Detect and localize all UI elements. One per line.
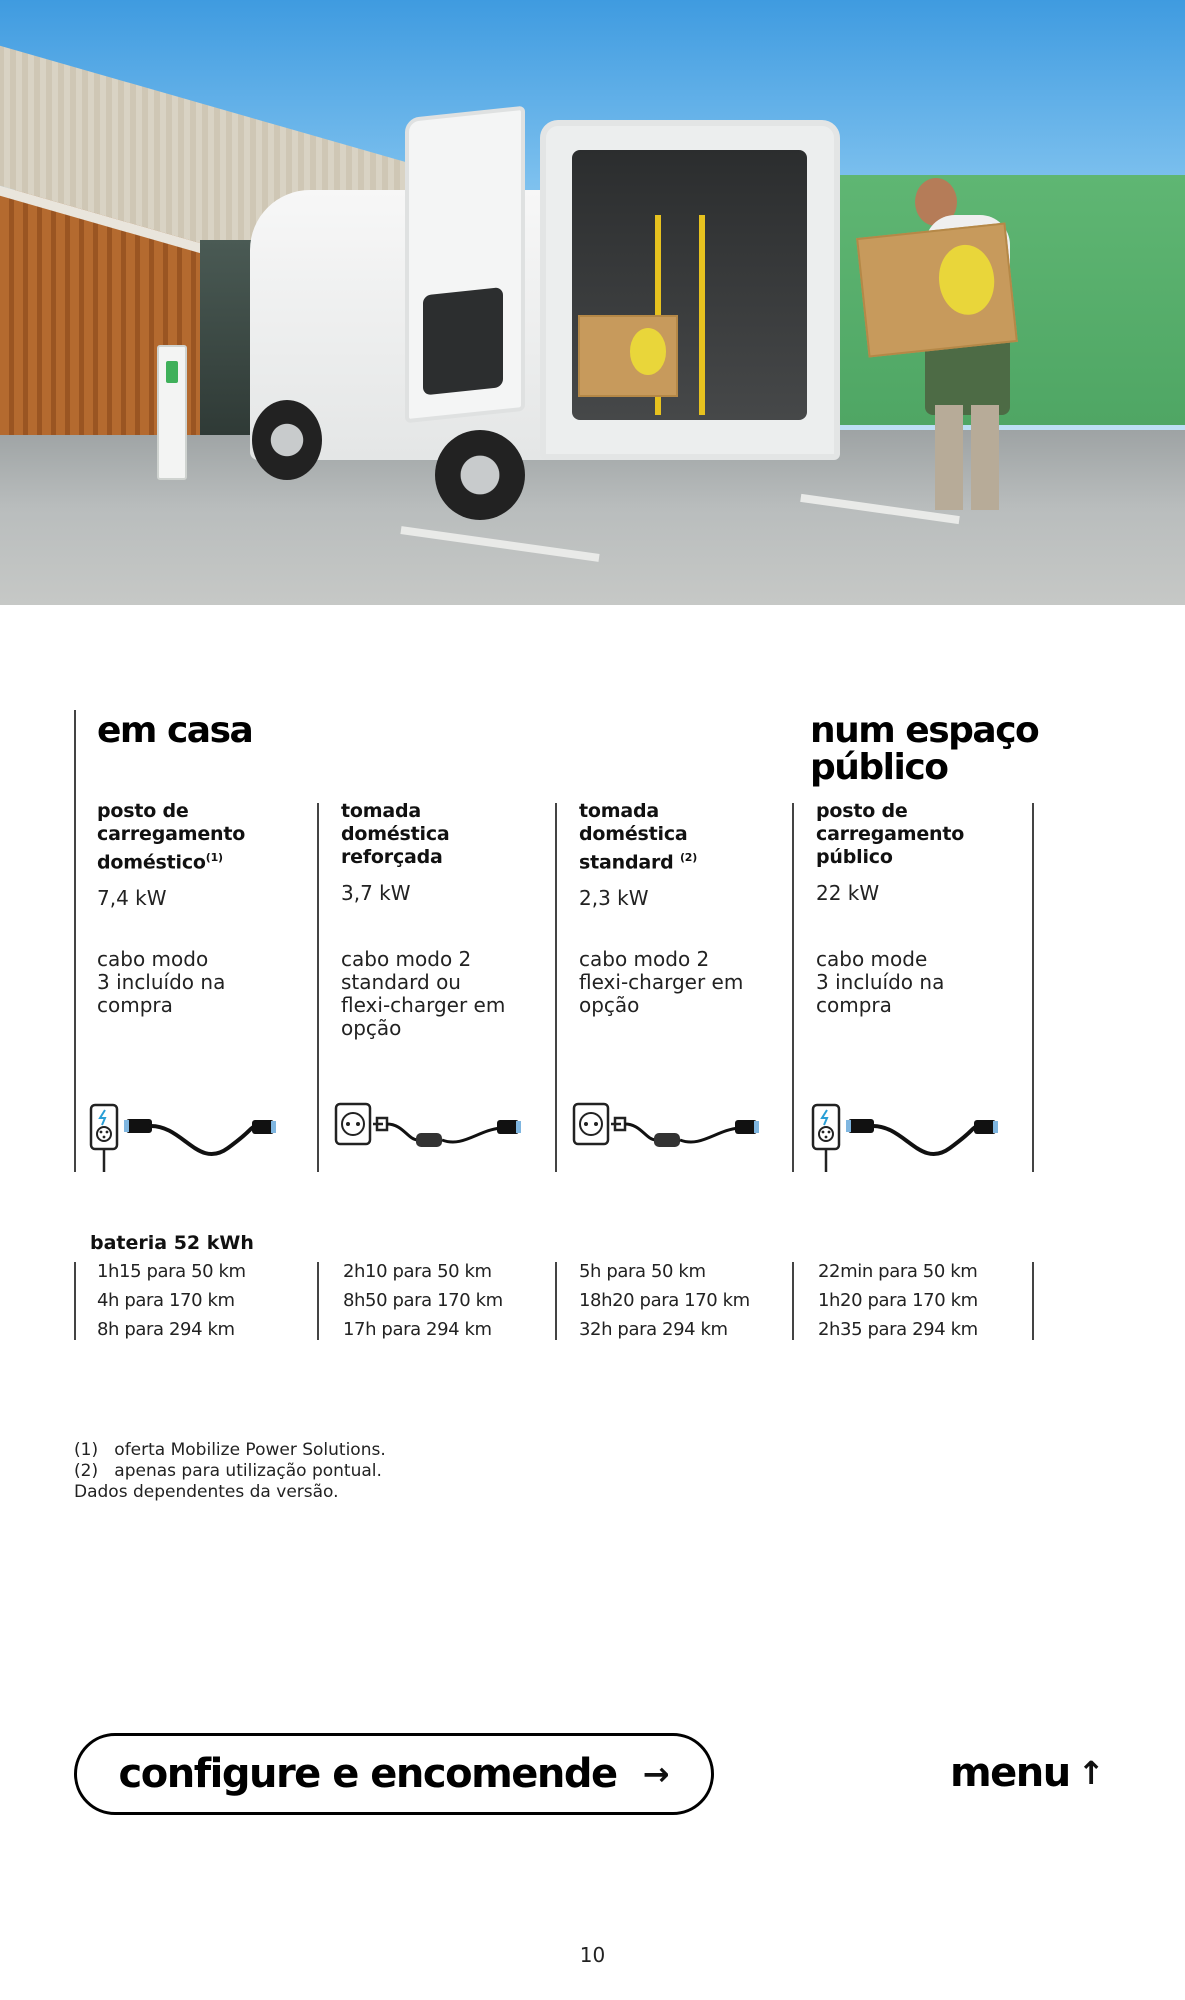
battery-label: bateria 52 kWh — [90, 1232, 254, 1254]
socket-cable-icon — [333, 1100, 523, 1184]
charge-option-reinforced-socket — [341, 800, 551, 1040]
divider — [1032, 803, 1034, 1172]
coffee-box-carried — [856, 222, 1018, 357]
option-title: tomada doméstica standard $^{(2)}$ — [579, 800, 698, 874]
configure-order-label: configure e encomende — [118, 1751, 617, 1797]
option-power: 7,4 kW — [97, 886, 167, 911]
hero-photo — [0, 0, 1185, 605]
option-cable: cabo modo 2 flexi-charger em opção — [579, 947, 744, 1017]
charge-times-standard-socket: 5h para 50 km 18h20 para 170 km 32h para 294 km — [579, 1261, 750, 1340]
charge-times-public-station: 22min para 50 km 1h20 para 170 km 2h35 para 294 km — [818, 1261, 978, 1340]
option-power: 22 kW — [816, 881, 880, 905]
divider — [792, 1262, 794, 1340]
divider — [317, 1262, 319, 1340]
option-title: posto de carregamento público — [816, 800, 965, 868]
page-number: 10 — [579, 1943, 606, 1967]
option-cable: cabo modo 3 incluído na compra — [97, 947, 226, 1017]
heading-espaco-publico: num espaço público — [810, 710, 1039, 788]
divider — [555, 803, 557, 1172]
option-cable: cabo modo 2 standard ou flexi-charger em opção — [341, 947, 506, 1040]
arrow-up-icon: ↑ — [1077, 1754, 1105, 1792]
divider — [74, 1262, 76, 1340]
van-wheel — [435, 430, 525, 520]
charge-option-standard-socket — [579, 800, 789, 1017]
option-cable: cabo mode 3 incluído na compra — [816, 947, 945, 1017]
divider — [317, 803, 319, 1172]
divider — [1032, 1262, 1034, 1340]
socket-cable-icon — [571, 1100, 761, 1184]
divider — [555, 1262, 557, 1340]
heading-em-casa: em casa — [97, 710, 253, 751]
menu-link[interactable] — [950, 1750, 1105, 1796]
option-power: 2,3 kW — [579, 886, 649, 911]
option-title: posto de carregamento doméstico$^{(1)}$ — [97, 800, 246, 874]
van-wheel — [252, 400, 322, 480]
van-rear-door — [405, 106, 525, 424]
charging-station — [157, 345, 187, 480]
divider — [74, 710, 76, 1172]
wallbox-cable-icon — [88, 1100, 278, 1184]
option-power: 3,7 kW — [341, 881, 411, 905]
footnotes: (1) oferta Mobilize Power Solutions. (2) apenas para utilização pontual. Dados dependentes da versão. — [74, 1440, 386, 1502]
coffee-box-in-van — [578, 315, 678, 397]
charge-option-public-station — [816, 800, 1026, 1017]
arrow-right-icon: → — [642, 1755, 670, 1793]
charge-option-wallbox — [97, 800, 307, 1017]
public-charger-cable-icon — [810, 1100, 1000, 1184]
charge-times-wallbox: 1h15 para 50 km 4h para 170 km 8h para 294 km — [97, 1261, 246, 1340]
divider — [792, 803, 794, 1172]
option-title: tomada doméstica reforçada — [341, 800, 450, 868]
charge-times-reinforced-socket: 2h10 para 50 km 8h50 para 170 km 17h para 294 km — [343, 1261, 503, 1340]
configure-order-button[interactable] — [74, 1733, 714, 1815]
menu-label: menu — [950, 1750, 1070, 1796]
